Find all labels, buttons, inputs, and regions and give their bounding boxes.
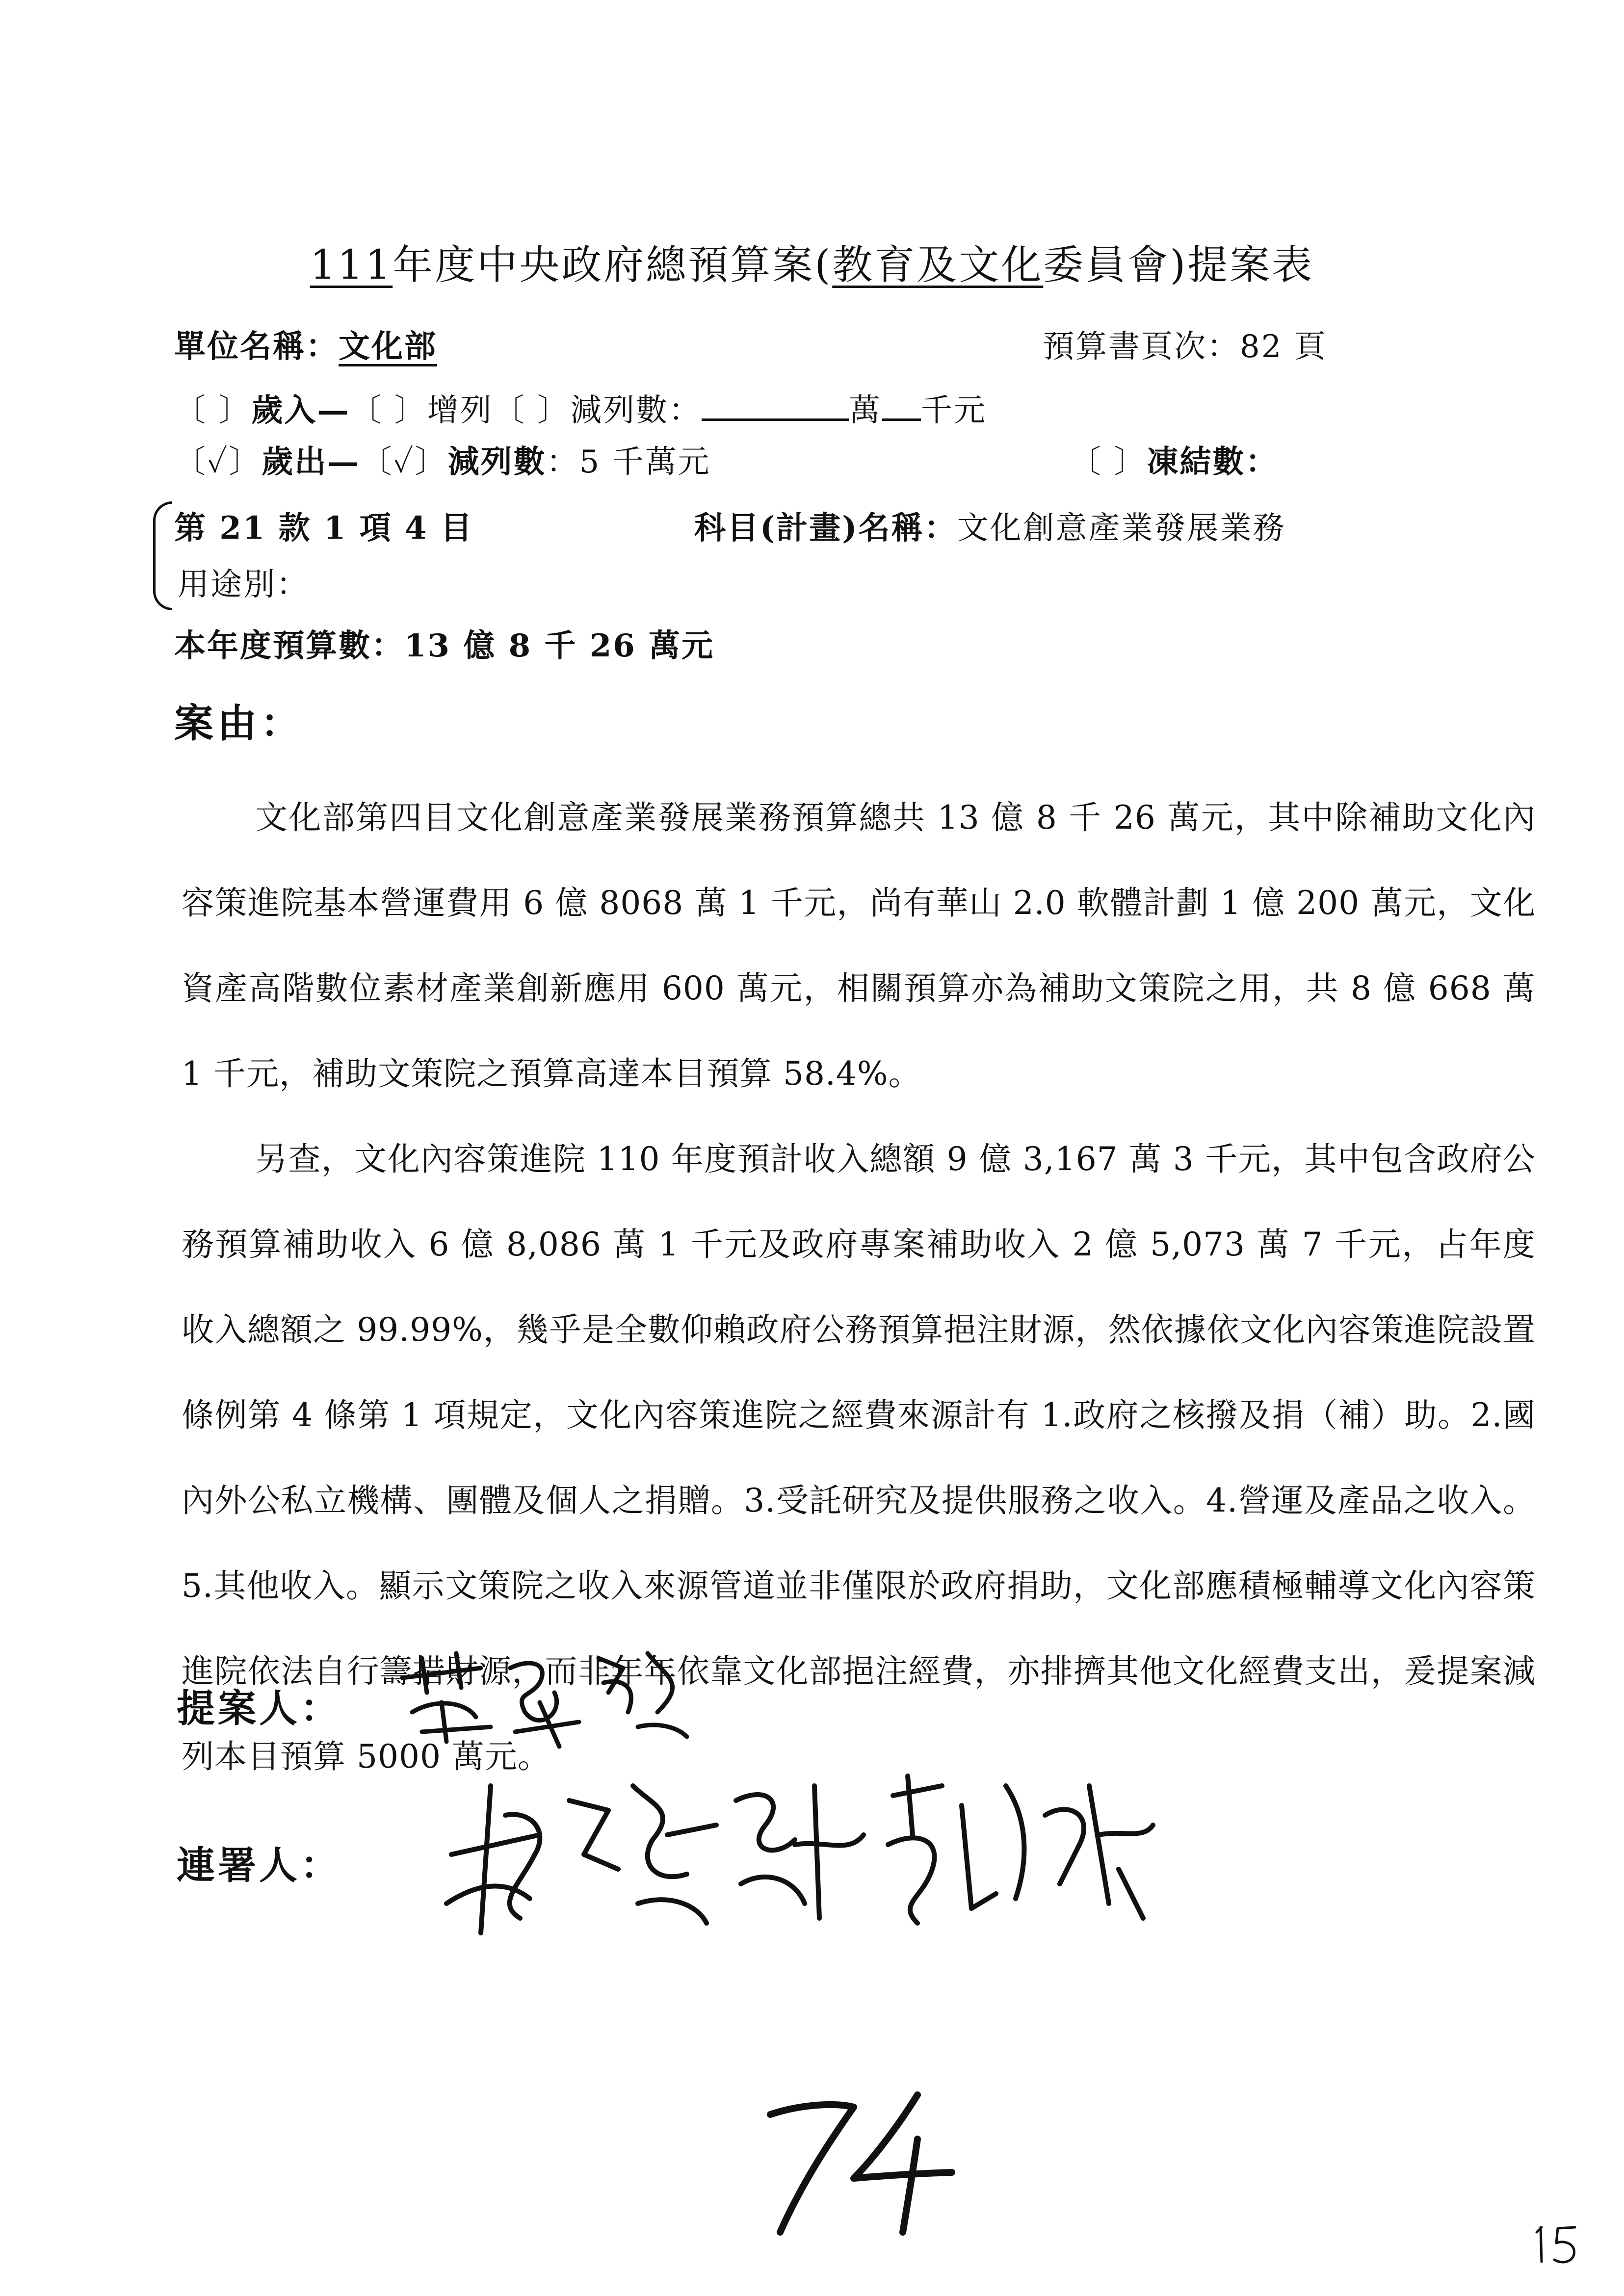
decrease-checkbox: 〔 〕 xyxy=(493,392,571,429)
title-part2: 委員會)提案表 xyxy=(1043,242,1314,288)
expense-row xyxy=(174,437,711,482)
year-budget: 本年度預算數：13 億 8 千 26 萬元 xyxy=(174,627,715,664)
budget-page-ref: 預算書頁次：82 頁 xyxy=(1043,329,1327,365)
cosigner-label: 連署人： xyxy=(177,1843,342,1888)
expense-checkbox: 〔✓〕 xyxy=(174,444,262,480)
unit-row xyxy=(174,321,437,366)
reason-label: 案由： xyxy=(174,700,304,746)
wan-unit: 萬 xyxy=(849,392,882,429)
title-committee: 教育及文化 xyxy=(832,242,1044,288)
proposer-label: 提案人： xyxy=(177,1686,342,1731)
corner-page-number xyxy=(1531,2222,1585,2267)
use-label: 用途別： xyxy=(178,567,309,603)
title-year: 111 xyxy=(310,242,393,288)
revenue-row xyxy=(174,385,987,430)
cosigner-signatures xyxy=(422,1756,1158,1948)
reason-body xyxy=(182,775,1536,1800)
decrease-label: 減列數： xyxy=(570,392,702,429)
reason-paragraph-1: 文化部第四目文化創意產業發展業務預算總共 13 億 8 千 26 萬元，其中除補助文化內容策進院基本營運費用 6 億 8068 萬 1 千元，尚有華山 2.0 軟體計劃 1 億 200 萬元，文化資產高階數位素材產業創新應用 600 萬元，相關預算亦為補助文策院之用，共 8 億 668 萬 1 千元，補助文策院之預算高達本目預算 58.4%。 xyxy=(182,799,1536,1093)
unit-label: 單位名稱： xyxy=(174,328,339,365)
blank-qian xyxy=(882,414,921,421)
increase-label: 增列 xyxy=(427,392,493,429)
subject-row xyxy=(694,503,1286,548)
expense-cut-label: 減列數 xyxy=(447,444,547,480)
qian-unit: 千元 xyxy=(921,392,987,429)
blank-wan xyxy=(702,414,849,421)
freeze-label: 凍結數： xyxy=(1147,444,1279,480)
subject-label: 科目(計畫)名稱： xyxy=(694,510,957,547)
revenue-checkbox: 〔 〕 xyxy=(174,392,252,429)
freeze-checkbox: 〔 〕 xyxy=(1070,444,1147,480)
expense-cut-value: ：5 千萬元 xyxy=(546,444,711,480)
increase-checkbox: 〔 〕 xyxy=(350,392,427,429)
unit-value: 文化部 xyxy=(339,328,437,365)
subject-value: 文化創意產業發展業務 xyxy=(957,510,1286,547)
freeze-row xyxy=(1070,437,1278,482)
revenue-label: 歲入— xyxy=(251,392,350,429)
item-bracket xyxy=(153,501,172,610)
proposer-signature xyxy=(393,1639,697,1751)
title-part1: 年度中央政府總預算案( xyxy=(393,242,833,288)
expense-cut-checkbox: 〔✓〕 xyxy=(360,444,448,480)
item-number: 第 21 款 1 項 4 目 xyxy=(174,510,473,547)
document-title xyxy=(0,233,1624,290)
reason-paragraph-2: 另查，文化內容策進院 110 年度預計收入總額 9 億 3,167 萬 3 千元，其中包含政府公務預算補助收入 6 億 8,086 萬 1 千元及政府專案補助收入 2 億 5,073 萬 7 千元，占年度收入總額之 99.99%，幾乎是全數仰賴政府公務預算挹注財源，然依據依文化內容策進院設置條例第 4 條第 1 項規定，文化內容策進院之經費來源計有 1.政府之核撥及捐（補）助。2.國內外公私立機構、團體及個人之捐贈。3.受託研究及提供服務之收入。4.營運及產品之收入。5.其他收入。顯示文策院之收入來源管道並非僅限於政府捐助，文化部應積極輔導文化內容策進院依法自行籌措財源，而非年年依靠文化部挹注經費，亦排擠其他文化經費支出，爰提案減列本目預算 5000 萬元。 xyxy=(182,1140,1536,1775)
expense-label: 歲出— xyxy=(262,444,361,480)
handwritten-page-number xyxy=(756,2085,962,2242)
